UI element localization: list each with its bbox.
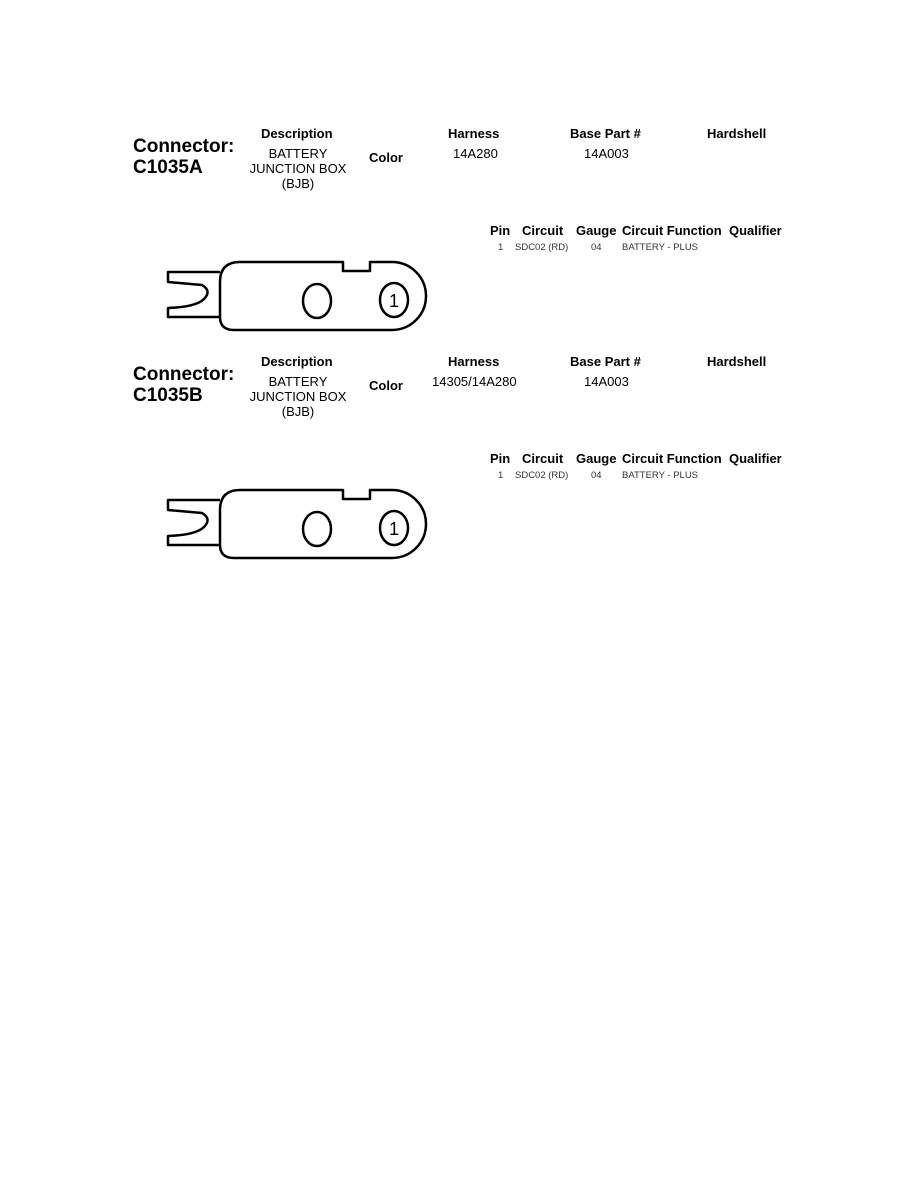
pin-header: Pin [490, 223, 511, 238]
connector-title [133, 136, 234, 178]
cavity-circle [303, 512, 331, 546]
qualifier-header: Qualifier [729, 451, 782, 466]
pin-circuit: SDC02 (RD) [515, 242, 569, 253]
harness-value: 14305/14A280 [432, 374, 517, 389]
circuit-function-header: Circuit Function [622, 451, 722, 466]
base-part-value: 14A003 [584, 374, 629, 389]
pin-number: 1 [498, 242, 504, 253]
base-part-value: 14A003 [584, 146, 629, 161]
base-part-header: Base Part # [570, 354, 641, 369]
connector-id: C1035B [133, 385, 203, 406]
pin-header: Pin [490, 451, 511, 466]
connector-block-c1035b [0, 228, 918, 539]
pin-gauge: 04 [591, 242, 602, 253]
pin-function: BATTERY - PLUS [622, 242, 699, 253]
hardshell-header: Hardshell [707, 126, 767, 141]
circuit-header: Circuit [522, 223, 564, 238]
gauge-header: Gauge [576, 451, 617, 466]
pin-gauge: 04 [591, 470, 602, 481]
description-value: BATTERY JUNCTION BOX (BJB) [249, 146, 347, 191]
connector-id: C1035A [133, 157, 203, 178]
harness-header: Harness [448, 354, 500, 369]
connector-label: Connector: [133, 136, 235, 157]
color-header: Color [369, 150, 403, 165]
description-header: Description [261, 354, 333, 369]
circuit-function-header: Circuit Function [622, 223, 722, 238]
base-part-header: Base Part # [570, 126, 641, 141]
connector-title [133, 364, 234, 406]
circuit-header: Circuit [522, 451, 564, 466]
connector-block-c1035a [0, 0, 918, 311]
pin-number: 1 [498, 470, 504, 481]
pin-circuit: SDC02 (RD) [515, 470, 569, 481]
pin-1-label: 1 [388, 291, 400, 311]
harness-value: 14A280 [453, 146, 498, 161]
description-header: Description [261, 126, 333, 141]
qualifier-header: Qualifier [729, 223, 782, 238]
description-value: BATTERY JUNCTION BOX (BJB) [249, 374, 347, 419]
gauge-header: Gauge [576, 223, 617, 238]
connector-label: Connector: [133, 364, 235, 385]
terminal-tab-outline [168, 500, 220, 545]
hardshell-header: Hardshell [707, 354, 767, 369]
pin-function: BATTERY - PLUS [622, 470, 699, 481]
connector-face-diagram [160, 483, 430, 563]
color-header: Color [369, 378, 403, 393]
pin-1-label: 1 [388, 519, 400, 539]
harness-header: Harness [448, 126, 500, 141]
